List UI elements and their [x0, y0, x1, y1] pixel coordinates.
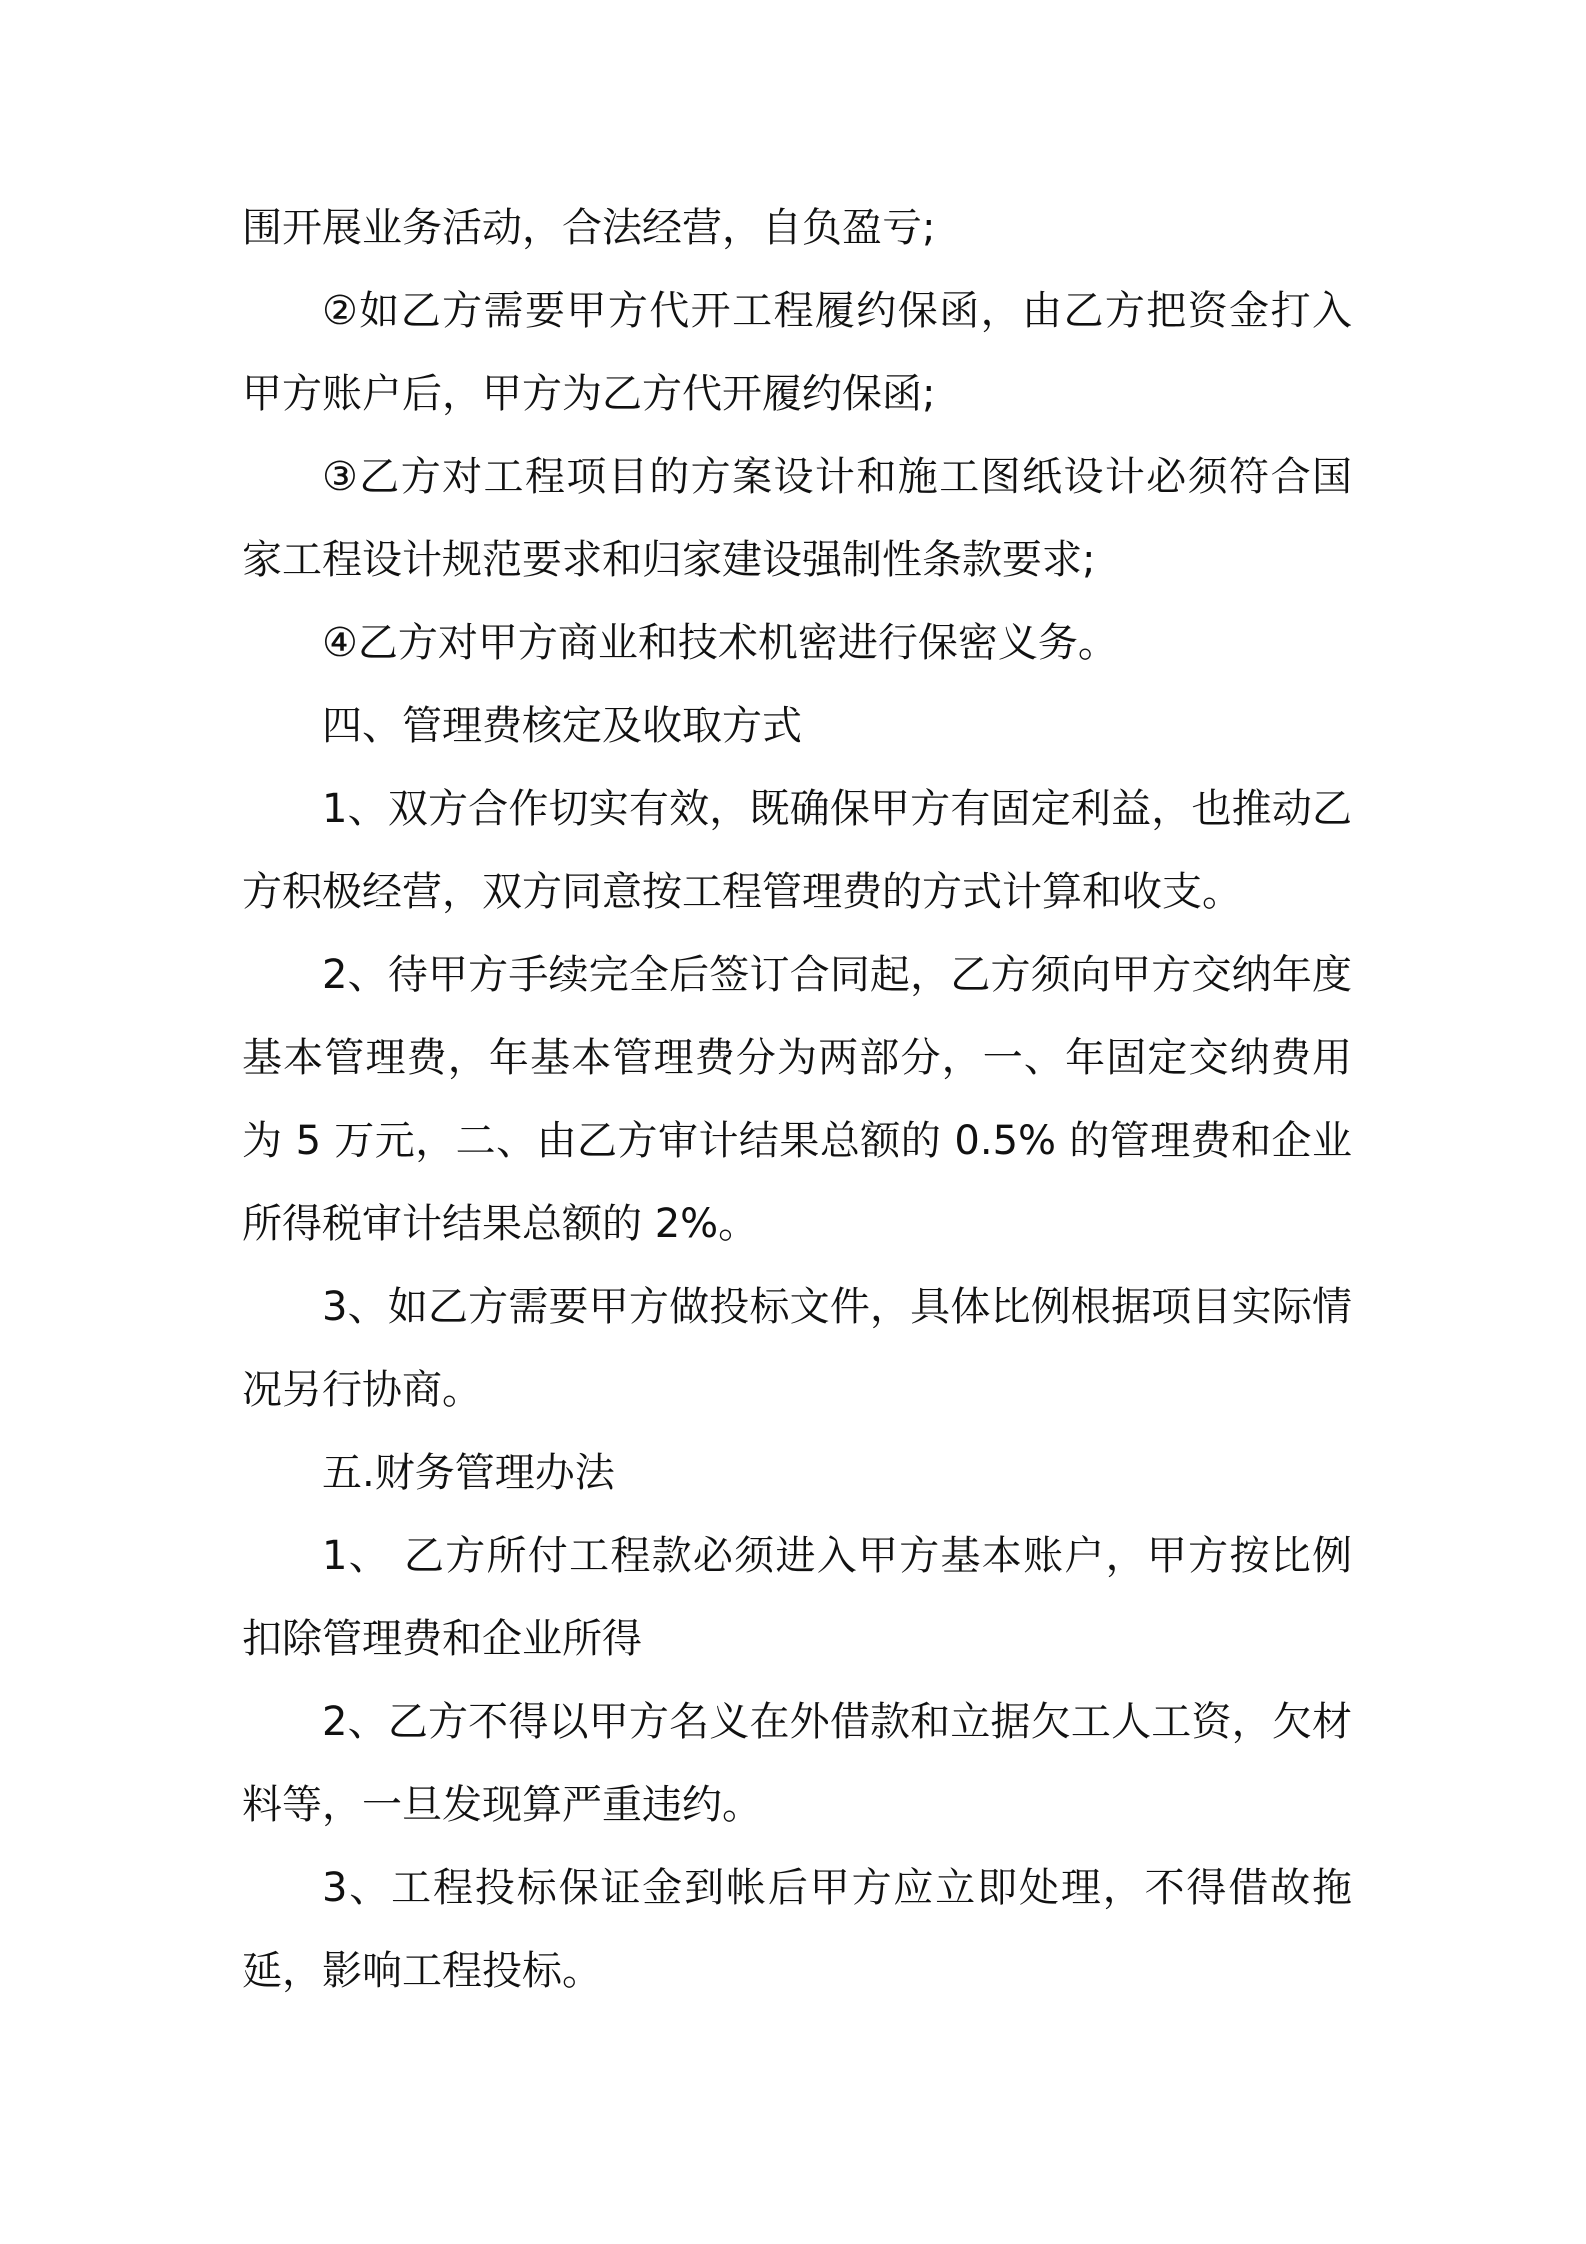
section-heading-5: 五.财务管理办法 — [322, 1450, 615, 1496]
paragraph-4-2: 2、待甲方手续完全后签订合同起，乙方须向甲方交纳年度基本管理费，年基本管理费分为两部分，一、年固定交纳费用为 5 万元，二、由乙方审计结果总额的 0.5% 的管理费和企业所得税审计结果总额的 2%。 — [242, 952, 1352, 1247]
paragraph-item-2-guarantee: ②如乙方需要甲方代开工程履约保函，由乙方把资金打入甲方账户后，甲方为乙方代开履约保函; — [242, 288, 1352, 417]
paragraph-5-2: 2、乙方不得以甲方名义在外借款和立据欠工人工资，欠材料等，一旦发现算严重违约。 — [242, 1699, 1352, 1828]
paragraph-5-1: 1、 乙方所付工程款必须进入甲方基本账户，甲方按比例扣除管理费和企业所得 — [242, 1533, 1352, 1662]
paragraph-4-3: 3、如乙方需要甲方做投标文件，具体比例根据项目实际情况另行协商。 — [242, 1284, 1352, 1413]
paragraph-continued-scope: 围开展业务活动，合法经营，自负盈亏; — [242, 205, 936, 251]
paragraph-item-4-confidentiality: ④乙方对甲方商业和技术机密进行保密义务。 — [322, 620, 1118, 666]
paragraph-4-1: 1、双方合作切实有效，既确保甲方有固定利益，也推动乙方积极经营，双方同意按工程管理费的方式计算和收支。 — [242, 786, 1352, 915]
paragraph-item-3-design: ③乙方对工程项目的方案设计和施工图纸设计必须符合国家工程设计规范要求和归家建设强制性条款要求; — [242, 454, 1352, 583]
section-heading-4: 四、管理费核定及收取方式 — [322, 703, 802, 749]
paragraph-5-3: 3、工程投标保证金到帐后甲方应立即处理，不得借故拖延，影响工程投标。 — [242, 1865, 1352, 1994]
document-body — [242, 187, 1352, 2013]
